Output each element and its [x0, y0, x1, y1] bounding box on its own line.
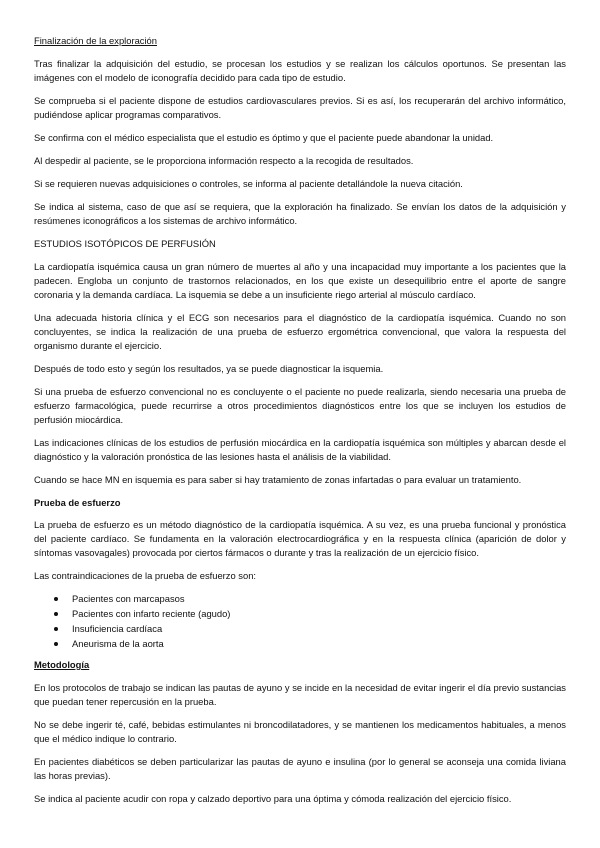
- document-page: [34, 34, 566, 815]
- paragraph: Las indicaciones clínicas de los estudios de perfusión miocárdica en la cardiopatía isquémica son múltiples y abarcan desde el diagnóstico y la valoración pronóstica de las lesiones hasta el análisis de la viabilidad.: [34, 437, 566, 462]
- list-item: [54, 621, 566, 636]
- contraindications-list: [34, 591, 566, 651]
- paragraph: Después de todo esto y según los resultados, ya se puede diagnosticar la isquemia.: [34, 363, 384, 374]
- paragraph: Se indica al paciente acudir con ropa y calzado deportivo para una óptima y cómoda realización del ejercicio físico.: [34, 793, 512, 804]
- list-item: [54, 591, 566, 606]
- bullet-icon: [54, 612, 58, 616]
- paragraph: La cardiopatía isquémica causa un gran número de muertes al año y una incapacidad muy importante a los pacientes que la padecen. Engloba un conjunto de trastornos relacionados, en los que existe un desequilibrio entre el aporte de sangre coronaria y la demanda cardíaca. La isquemia se debe a un insuficiente riego arterial al músculo cardíaco.: [34, 261, 566, 300]
- section-heading-metodologia: Metodología: [34, 659, 90, 670]
- paragraph: Al despedir al paciente, se le proporciona información respecto a la recogida de resultados.: [34, 155, 414, 166]
- section-heading-finalizacion: Finalización de la exploración: [34, 35, 157, 46]
- list-item: [54, 636, 566, 651]
- bullet-icon: [54, 597, 58, 601]
- paragraph: Una adecuada historia clínica y el ECG son necesarios para el diagnóstico de la cardiopatía isquémica. Cuando no son concluyentes, se indica la realización de una prueba de esfuerzo ergométrica convencional, que valora la respuesta del organismo durante el ejercicio.: [34, 312, 566, 351]
- list-item-text: Pacientes con marcapasos: [72, 593, 185, 604]
- paragraph: En los protocolos de trabajo se indican las pautas de ayuno y se incide en la necesidad de evitar ingerir el día previo sustancias que puedan tener repercusión en la prueba.: [34, 682, 566, 707]
- paragraph: Tras finalizar la adquisición del estudio, se procesan los estudios y se realizan los cálculos oportunos. Se presentan las imágenes con el modelo de iconografía decidido para cada tipo de estudio.: [34, 58, 566, 83]
- bullet-icon: [54, 627, 58, 631]
- paragraph: No se debe ingerir té, café, bebidas estimulantes ni broncodilatadores, y se mantienen los medicamentos habituales, a menos que el médico indique lo contrario.: [34, 719, 566, 744]
- paragraph: La prueba de esfuerzo es un método diagnóstico de la cardiopatía isquémica. A su vez, es una prueba funcional y pronóstica del paciente cardíaco. Se fundamenta en la valoración electrocardiográfica y en la respuesta clínica (aparición de dolor y síntomas vasovagales) provocada por ciertos fármacos o durante y tras la realización de un ejercicio físico.: [34, 519, 566, 558]
- list-item: [54, 606, 566, 621]
- list-item-text: Pacientes con infarto reciente (agudo): [72, 608, 231, 619]
- paragraph: Se comprueba si el paciente dispone de estudios cardiovasculares previos. Si es así, los recuperarán del archivo informático, pudiéndose aplicar programas comparativos.: [34, 95, 566, 120]
- list-item-text: Insuficiencia cardíaca: [72, 623, 163, 634]
- paragraph: Cuando se hace MN en isquemia es para saber si hay tratamiento de zonas infartadas o para evaluar un tratamiento.: [34, 474, 522, 485]
- paragraph: Se confirma con el médico especialista que el estudio es óptimo y que el paciente puede abandonar la unidad.: [34, 132, 494, 143]
- paragraph: Las contraindicaciones de la prueba de esfuerzo son:: [34, 570, 257, 581]
- paragraph: Se indica al sistema, caso de que así se requiera, que la exploración ha finalizado. Se envían los datos de la adquisición y resúmenes iconográficos a los sistemas de archivo informático.: [34, 201, 566, 226]
- paragraph: Si se requieren nuevas adquisiciones o controles, se informa al paciente detallándole la nueva citación.: [34, 178, 463, 189]
- list-item-text: Aneurisma de la aorta: [72, 638, 164, 649]
- paragraph: En pacientes diabéticos se deben particularizar las pautas de ayuno e insulina (por lo general se aconseja una comida liviana las horas previas).: [34, 756, 566, 781]
- section-heading-perfusion: ESTUDIOS ISOTÓPICOS DE PERFUSIÓN: [34, 238, 216, 249]
- paragraph: Si una prueba de esfuerzo convencional no es concluyente o el paciente no puede realizarla, siendo necesaria una prueba de esfuerzo farmacológica, puede recurrirse a otros procedimientos diagnósticos entre los que se incluyen los estudios de perfusión miocárdica.: [34, 386, 566, 425]
- bullet-icon: [54, 642, 58, 646]
- section-heading-esfuerzo: Prueba de esfuerzo: [34, 497, 121, 508]
